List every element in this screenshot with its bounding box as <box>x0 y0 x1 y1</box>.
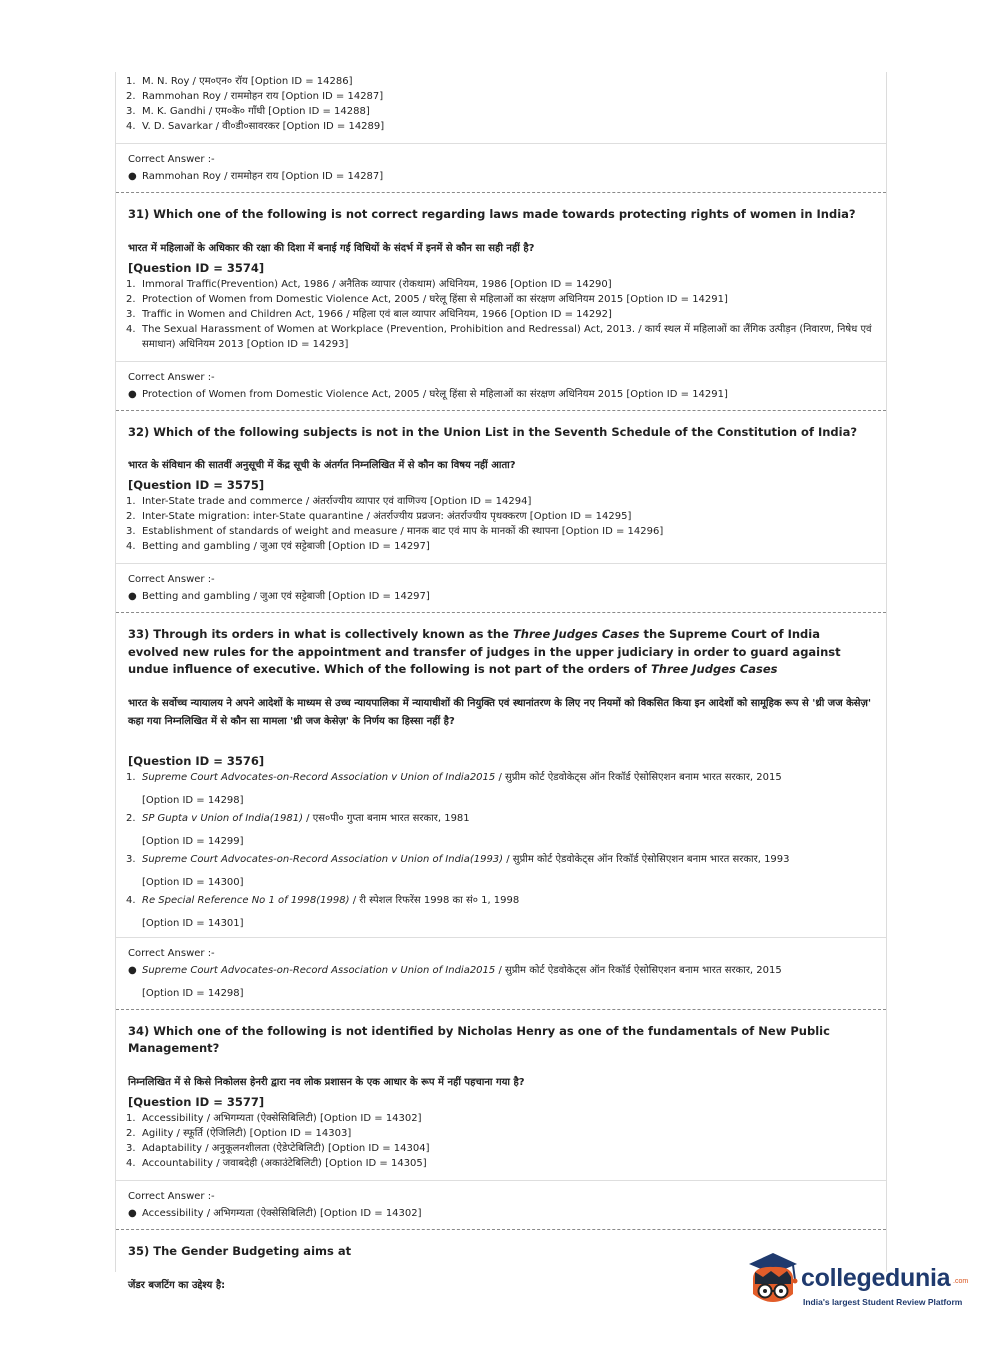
correct-answer-label: Correct Answer :- <box>128 1190 215 1202</box>
option-item: 4. The Sexual Harassment of Women at Workplace (Prevention, Prohibition and Redressal) Act, 2013. / कार्य स्थल में महिलाओं का लैंगिक उत्पीड़न (निवारण, निषेध एवं समाधान) अधिनियम 2013 [Option ID = 14293] <box>126 323 872 350</box>
question-hindi: भारत के संविधान की सातवीं अनुसूची में केंद्र सूची के अंतर्गत निम्नलिखित में से कौन का विषय नहीं आता? <box>128 460 516 471</box>
divider <box>116 1180 886 1181</box>
option-item: 3. Establishment of standards of weight and measure / मानक बाट एवं माप के मानकों की स्थापना [Option ID = 14296] <box>126 526 664 537</box>
option-item: 3. Traffic in Women and Children Act, 1966 / महिला एवं बाल व्यापार अधिनियम, 1966 [Option ID = 14292] <box>126 308 612 320</box>
option-item: 4. Re Special Reference No 1 of 1998(1998) / री स्पेशल रिफरेंस 1998 का सं० 1, 1998 [Option ID = 14301] <box>126 894 520 929</box>
correct-answer-label: Correct Answer :- <box>128 574 215 585</box>
option-item: 2. Inter-State migration: inter-State quarantine / अंतर्राज्यीय प्रव्रजन: अंतर्राज्यीय पृथक्करण [Option ID = 14295] <box>126 511 632 522</box>
option-item: 4. Accountability / जवाबदेही (अकाउंटेबिलिटी) [Option ID = 14305] <box>126 1157 427 1169</box>
brand-tagline: India's largest Student Review Platform <box>803 1297 963 1307</box>
correct-answer: ● Protection of Women from Domestic Violence Act, 2005 / घरेलू हिंसा से महिलाओं का संरक्षण अधिनियम 2015 [Option ID = 14291] <box>128 388 728 400</box>
option-item: 3. M. K. Gandhi / एम०के० गाँधी [Option ID = 14288] <box>126 106 370 117</box>
correct-answer: ● Accessibility / अभिगम्यता (ऐक्सेसिबिलिटी) [Option ID = 14302] <box>128 1207 422 1219</box>
question-32-section <box>116 424 886 614</box>
question-hindi: निम्नलिखित में से किसे निकोलस हेनरी द्वारा नव लोक प्रशासन के एक आधार के रूप में नहीं पहचाना गया है? <box>128 1076 525 1088</box>
option-item: 1. Supreme Court Advocates-on-Record Association v Union of India2015 / सुप्रीम कोर्ट ऐडवोकेट्स ऑन रिकॉर्ड ऐसोसिएशन बनाम भारत सरकार, 2015 [Option ID = 14298] <box>126 771 782 806</box>
option-item: 1. M. N. Roy / एम०एन० रॉय [Option ID = 14286] <box>126 76 353 87</box>
divider <box>116 937 886 938</box>
option-item: 1. Accessibility / अभिगम्यता (ऐक्सेसिबिलिटी) [Option ID = 14302] <box>126 1112 422 1124</box>
option-item: 1. Inter-State trade and commerce / अंतर्राज्यीय व्यापार एवं वाणिज्य [Option ID = 14294] <box>126 496 532 507</box>
collegedunia-logo <box>743 1250 973 1312</box>
question-title: 32) Which of the following subjects is not in the Union List in the Seventh Schedule of the Constitution of India? <box>128 424 858 439</box>
question-33-section <box>116 626 886 1010</box>
option-item: 3. Supreme Court Advocates-on-Record Association v Union of India(1993) / सुप्रीम कोर्ट ऐडवोकेट्स ऑन रिकॉर्ड ऐसोसिएशन बनाम भारत सरकार, 1993 [Option ID = 14300] <box>126 853 790 888</box>
question-id: [Question ID = 3574] <box>128 260 265 275</box>
question-divider <box>116 192 886 193</box>
question-title: 34) Which one of the following is not identified by Nicholas Henry as one of the fundamentals of New Public Management? <box>128 1023 830 1055</box>
option-list <box>116 1111 886 1171</box>
question-title: 31) Which one of the following is not correct regarding laws made towards protecting rights of women in India? <box>128 207 856 221</box>
divider <box>116 361 886 362</box>
option-item: 4. Betting and gambling / जुआ एवं सट्टेबाजी [Option ID = 14297] <box>126 541 430 552</box>
correct-answer: ● Rammohan Roy / राममोहन राय [Option ID = 14287] <box>128 171 384 182</box>
question-id: [Question ID = 3576] <box>128 753 265 768</box>
option-list <box>116 494 886 554</box>
option-item: 2. Agility / स्फूर्ति (ऐजिलिटी) [Option ID = 14303] <box>126 1127 352 1139</box>
question-divider <box>116 410 886 411</box>
brand-name: collegedunia <box>801 1264 951 1292</box>
option-list <box>116 277 886 352</box>
question-30-section <box>116 74 886 193</box>
question-hindi: जेंडर बजटिंग का उद्देश्य है: <box>128 1280 226 1291</box>
option-list <box>116 770 886 931</box>
question-divider <box>116 612 886 613</box>
option-list <box>116 74 886 134</box>
correct-answer-label: Correct Answer :- <box>128 154 215 165</box>
question-id: [Question ID = 3577] <box>128 1094 265 1109</box>
question-31-section <box>116 206 886 411</box>
question-divider <box>116 1009 886 1010</box>
question-hindi: भारत के सर्वोच्च न्यायालय ने अपने आदेशों के माध्यम से उच्च न्यायपालिका में न्यायाधीशों की नियुक्ति एवं स्थानांतरण के लिए नए नियमों को विकसित किया इन आदेशों को सामूहिक रूप से 'थ्री जज केसेज़' कहा गया निम्नलिखित में से कौन सा मामला 'थ्री जज केसेज़' के निर्णय का हिस्सा नहीं है? <box>128 697 872 727</box>
correct-answer: ● Supreme Court Advocates-on-Record Association v Union of India2015 / सुप्रीम कोर्ट ऐडवोकेट्स ऑन रिकॉर्ड ऐसोसिएशन बनाम भारत सरकार, 2015 [Option ID = 14298] <box>128 964 782 999</box>
question-title: 33) Through its orders in what is collectively known as the Three Judges Cases the Supreme Court of India evolved new rules for the appointment and transfer of judges in the upper judiciary in order to guard against undue influence of executive. Which of the following is not part of the orders of Three Judges Cases <box>128 627 841 676</box>
correct-answer: ● Betting and gambling / जुआ एवं सट्टेबाजी [Option ID = 14297] <box>128 591 430 602</box>
option-item: 1. Immoral Traffic(Prevention) Act, 1986 / अनैतिक व्यापार (रोकथाम) अधिनियम, 1986 [Option ID = 14290] <box>126 278 612 290</box>
brand-suffix: .com <box>953 1278 969 1285</box>
option-item: 2. SP Gupta v Union of India(1981) / एस०पी० गुप्ता बनाम भारत सरकार, 1981 [Option ID = 14299] <box>126 812 470 847</box>
option-item: 3. Adaptability / अनुकूलनशीलता (ऐडेप्टेबिलिटी) [Option ID = 14304] <box>126 1142 430 1154</box>
question-divider <box>116 1229 886 1230</box>
correct-answer-label: Correct Answer :- <box>128 371 215 383</box>
option-item: 2. Protection of Women from Domestic Violence Act, 2005 / घरेलू हिंसा से महिलाओं का संरक्षण अधिनियम 2015 [Option ID = 14291] <box>126 293 728 305</box>
option-item: 4. V. D. Savarkar / वी०डी०सावरकर [Option ID = 14289] <box>126 121 385 132</box>
option-item: 2. Rammohan Roy / राममोहन राय [Option ID = 14287] <box>126 91 384 102</box>
divider <box>116 563 886 564</box>
correct-answer-label: Correct Answer :- <box>128 947 215 959</box>
graduate-mascot-icon <box>743 1250 803 1312</box>
question-hindi: भारत में महिलाओं के अधिकार की रक्षा की दिशा में बनाई गई विधियों के संदर्भ में इनमें से कौन सा सही नहीं है? <box>128 242 535 254</box>
question-34-section <box>116 1023 886 1230</box>
question-id: [Question ID = 3575] <box>128 478 265 492</box>
question-title: 35) The Gender Budgeting aims at <box>128 1243 352 1258</box>
divider <box>116 143 886 144</box>
